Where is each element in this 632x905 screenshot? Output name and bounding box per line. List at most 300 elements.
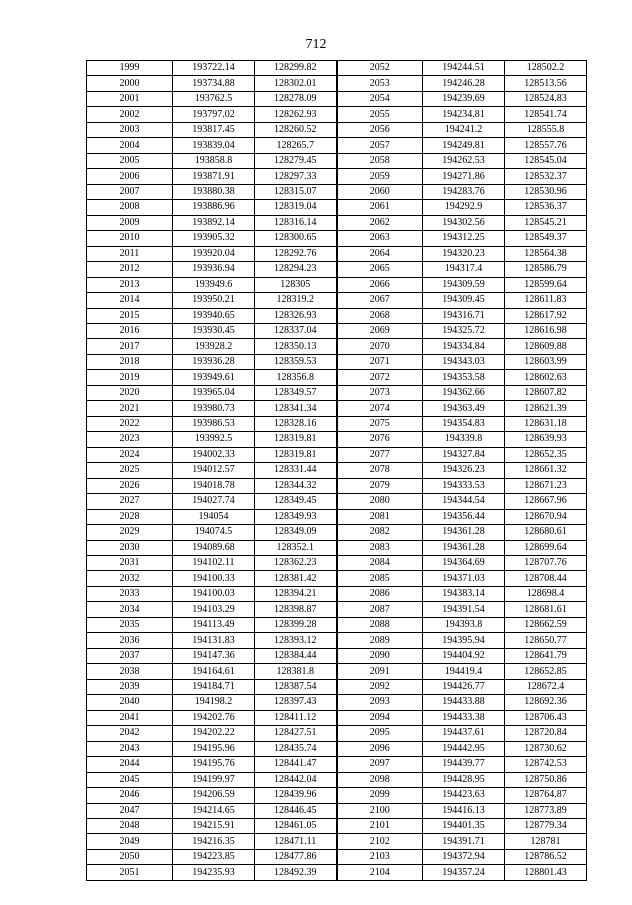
point-number-cell: 2075 (337, 416, 423, 431)
x-coordinate-cell: 194364.69 (423, 556, 505, 571)
point-number-cell: 2089 (337, 633, 423, 648)
y-coordinate-cell: 128607.82 (505, 385, 587, 400)
y-coordinate-cell: 128315.07 (255, 184, 337, 199)
x-coordinate-cell: 193950.21 (173, 293, 255, 308)
y-coordinate-cell: 128639.93 (505, 432, 587, 447)
table-row (87, 231, 587, 246)
x-coordinate-cell: 193949.6 (173, 277, 255, 292)
x-coordinate-cell: 194439.77 (423, 757, 505, 772)
table-row (87, 788, 587, 803)
x-coordinate-cell: 194147.36 (173, 648, 255, 663)
x-coordinate-cell: 194372.94 (423, 849, 505, 864)
x-coordinate-cell: 194216.35 (173, 834, 255, 849)
x-coordinate-cell: 194344.54 (423, 494, 505, 509)
y-coordinate-cell: 128398.87 (255, 602, 337, 617)
point-number-cell: 2011 (87, 246, 173, 261)
table-row (87, 571, 587, 586)
table-row (87, 525, 587, 540)
table-row (87, 556, 587, 571)
point-number-cell: 2084 (337, 556, 423, 571)
point-number-cell: 2054 (337, 91, 423, 106)
x-coordinate-cell: 193871.91 (173, 169, 255, 184)
point-number-cell: 2060 (337, 184, 423, 199)
page-number: 712 (305, 37, 327, 52)
x-coordinate-cell: 193936.28 (173, 354, 255, 369)
point-number-cell: 2102 (337, 834, 423, 849)
x-coordinate-cell: 193886.96 (173, 200, 255, 215)
y-coordinate-cell: 128278.09 (255, 91, 337, 106)
x-coordinate-cell: 194244.51 (423, 61, 505, 76)
y-coordinate-cell: 128545.21 (505, 215, 587, 230)
y-coordinate-cell: 128773.89 (505, 803, 587, 818)
y-coordinate-cell: 128352.1 (255, 540, 337, 555)
y-coordinate-cell: 128381.8 (255, 664, 337, 679)
table-row (87, 61, 587, 76)
y-coordinate-cell: 128439.96 (255, 788, 337, 803)
point-number-cell: 2099 (337, 788, 423, 803)
x-coordinate-cell: 194027.74 (173, 494, 255, 509)
x-coordinate-cell: 194404.92 (423, 648, 505, 663)
y-coordinate-cell: 128337.04 (255, 323, 337, 338)
table-row (87, 308, 587, 323)
x-coordinate-cell: 194316.71 (423, 308, 505, 323)
y-coordinate-cell: 128681.61 (505, 602, 587, 617)
point-number-cell: 2057 (337, 138, 423, 153)
x-coordinate-cell: 194343.03 (423, 354, 505, 369)
y-coordinate-cell: 128652.35 (505, 447, 587, 462)
table-row (87, 602, 587, 617)
x-coordinate-cell: 194333.53 (423, 478, 505, 493)
x-coordinate-cell: 194292.9 (423, 200, 505, 215)
point-number-cell: 2021 (87, 401, 173, 416)
x-coordinate-cell: 193892.14 (173, 215, 255, 230)
x-coordinate-cell: 194416.13 (423, 803, 505, 818)
y-coordinate-cell: 128341.34 (255, 401, 337, 416)
point-number-cell: 2041 (87, 710, 173, 725)
point-number-cell: 2034 (87, 602, 173, 617)
y-coordinate-cell: 128381.42 (255, 571, 337, 586)
x-coordinate-cell: 194325.72 (423, 323, 505, 338)
point-number-cell: 2066 (337, 277, 423, 292)
table-row (87, 772, 587, 787)
y-coordinate-cell: 128362.23 (255, 556, 337, 571)
x-coordinate-cell: 194054 (173, 509, 255, 524)
y-coordinate-cell: 128302.01 (255, 76, 337, 91)
point-number-cell: 2082 (337, 525, 423, 540)
x-coordinate-cell: 194433.88 (423, 695, 505, 710)
point-number-cell: 2050 (87, 849, 173, 864)
point-number-cell: 2080 (337, 494, 423, 509)
y-coordinate-cell: 128326.93 (255, 308, 337, 323)
x-coordinate-cell: 194215.91 (173, 818, 255, 833)
x-coordinate-cell: 194339.8 (423, 432, 505, 447)
y-coordinate-cell: 128411.12 (255, 710, 337, 725)
table-row (87, 354, 587, 369)
table-row (87, 757, 587, 772)
point-number-cell: 2069 (337, 323, 423, 338)
point-number-cell: 2090 (337, 648, 423, 663)
x-coordinate-cell: 194131.83 (173, 633, 255, 648)
y-coordinate-cell: 128617.92 (505, 308, 587, 323)
point-number-cell: 2104 (337, 865, 423, 880)
x-coordinate-cell: 194214.65 (173, 803, 255, 818)
y-coordinate-cell: 128427.51 (255, 726, 337, 741)
x-coordinate-cell: 193980.73 (173, 401, 255, 416)
table-row (87, 695, 587, 710)
x-coordinate-cell: 193986.53 (173, 416, 255, 431)
y-coordinate-cell: 128609.88 (505, 339, 587, 354)
x-coordinate-cell: 194271.86 (423, 169, 505, 184)
coordinates-table-body (87, 61, 587, 881)
point-number-cell: 2030 (87, 540, 173, 555)
y-coordinate-cell: 128359.53 (255, 354, 337, 369)
x-coordinate-cell: 194103.29 (173, 602, 255, 617)
x-coordinate-cell: 193762.5 (173, 91, 255, 106)
y-coordinate-cell: 128564.38 (505, 246, 587, 261)
point-number-cell: 2043 (87, 741, 173, 756)
point-number-cell: 2012 (87, 262, 173, 277)
x-coordinate-cell: 194302.56 (423, 215, 505, 230)
point-number-cell: 2020 (87, 385, 173, 400)
point-number-cell: 2038 (87, 664, 173, 679)
x-coordinate-cell: 193949.61 (173, 370, 255, 385)
y-coordinate-cell: 128692.36 (505, 695, 587, 710)
x-coordinate-cell: 194401.35 (423, 818, 505, 833)
y-coordinate-cell: 128356.8 (255, 370, 337, 385)
table-row (87, 818, 587, 833)
y-coordinate-cell: 128641.79 (505, 648, 587, 663)
x-coordinate-cell: 194164.61 (173, 664, 255, 679)
x-coordinate-cell: 193992.5 (173, 432, 255, 447)
point-number-cell: 2016 (87, 323, 173, 338)
y-coordinate-cell: 128699.64 (505, 540, 587, 555)
x-coordinate-cell: 194320.23 (423, 246, 505, 261)
y-coordinate-cell: 128435.74 (255, 741, 337, 756)
x-coordinate-cell: 194202.76 (173, 710, 255, 725)
y-coordinate-cell: 128661.32 (505, 463, 587, 478)
point-number-cell: 2044 (87, 757, 173, 772)
x-coordinate-cell: 194195.96 (173, 741, 255, 756)
point-number-cell: 2035 (87, 617, 173, 632)
x-coordinate-cell: 194113.49 (173, 617, 255, 632)
point-number-cell: 2068 (337, 308, 423, 323)
x-coordinate-cell: 194018.78 (173, 478, 255, 493)
x-coordinate-cell: 194249.81 (423, 138, 505, 153)
x-coordinate-cell: 194327.84 (423, 447, 505, 462)
x-coordinate-cell: 194357.24 (423, 865, 505, 880)
y-coordinate-cell: 128742.53 (505, 757, 587, 772)
y-coordinate-cell: 128662.59 (505, 617, 587, 632)
x-coordinate-cell: 194195.76 (173, 757, 255, 772)
point-number-cell: 2052 (337, 61, 423, 76)
point-number-cell: 2059 (337, 169, 423, 184)
y-coordinate-cell: 128397.43 (255, 695, 337, 710)
y-coordinate-cell: 128297.33 (255, 169, 337, 184)
table-row (87, 540, 587, 555)
point-number-cell: 2081 (337, 509, 423, 524)
x-coordinate-cell: 193817.45 (173, 122, 255, 137)
y-coordinate-cell: 128399.28 (255, 617, 337, 632)
point-number-cell: 2093 (337, 695, 423, 710)
y-coordinate-cell: 128672.4 (505, 679, 587, 694)
table-row (87, 122, 587, 137)
point-number-cell: 2045 (87, 772, 173, 787)
table-row (87, 741, 587, 756)
x-coordinate-cell: 194428.95 (423, 772, 505, 787)
x-coordinate-cell: 193839.04 (173, 138, 255, 153)
point-number-cell: 2051 (87, 865, 173, 880)
y-coordinate-cell: 128698.4 (505, 586, 587, 601)
point-number-cell: 2013 (87, 277, 173, 292)
point-number-cell: 2085 (337, 571, 423, 586)
y-coordinate-cell: 128265.7 (255, 138, 337, 153)
y-coordinate-cell: 128650.77 (505, 633, 587, 648)
y-coordinate-cell: 128586.79 (505, 262, 587, 277)
point-number-cell: 2026 (87, 478, 173, 493)
table-row (87, 76, 587, 91)
x-coordinate-cell: 194391.71 (423, 834, 505, 849)
x-coordinate-cell: 194353.58 (423, 370, 505, 385)
x-coordinate-cell: 193920.04 (173, 246, 255, 261)
x-coordinate-cell: 194309.45 (423, 293, 505, 308)
y-coordinate-cell: 128344.32 (255, 478, 337, 493)
x-coordinate-cell: 193734.88 (173, 76, 255, 91)
point-number-cell: 2036 (87, 633, 173, 648)
x-coordinate-cell: 194234.81 (423, 107, 505, 122)
table-row (87, 91, 587, 106)
table-row (87, 215, 587, 230)
y-coordinate-cell: 128667.96 (505, 494, 587, 509)
point-number-cell: 2009 (87, 215, 173, 230)
x-coordinate-cell: 193928.2 (173, 339, 255, 354)
y-coordinate-cell: 128786.52 (505, 849, 587, 864)
point-number-cell: 2022 (87, 416, 173, 431)
y-coordinate-cell: 128616.98 (505, 323, 587, 338)
table-row (87, 586, 587, 601)
y-coordinate-cell: 128319.04 (255, 200, 337, 215)
point-number-cell: 2092 (337, 679, 423, 694)
x-coordinate-cell: 194235.93 (173, 865, 255, 880)
y-coordinate-cell: 128513.56 (505, 76, 587, 91)
x-coordinate-cell: 194393.8 (423, 617, 505, 632)
point-number-cell: 2037 (87, 648, 173, 663)
point-number-cell: 2015 (87, 308, 173, 323)
y-coordinate-cell: 128349.45 (255, 494, 337, 509)
y-coordinate-cell: 128319.81 (255, 432, 337, 447)
y-coordinate-cell: 128384.44 (255, 648, 337, 663)
point-number-cell: 2067 (337, 293, 423, 308)
table-row (87, 370, 587, 385)
y-coordinate-cell: 128349.09 (255, 525, 337, 540)
y-coordinate-cell: 128492.39 (255, 865, 337, 880)
y-coordinate-cell: 128260.52 (255, 122, 337, 137)
x-coordinate-cell: 194206.59 (173, 788, 255, 803)
y-coordinate-cell: 128299.82 (255, 61, 337, 76)
y-coordinate-cell: 128730.62 (505, 741, 587, 756)
point-number-cell: 2086 (337, 586, 423, 601)
coordinates-table (86, 60, 587, 881)
point-number-cell: 2074 (337, 401, 423, 416)
point-number-cell: 2008 (87, 200, 173, 215)
point-number-cell: 2006 (87, 169, 173, 184)
y-coordinate-cell: 128532.37 (505, 169, 587, 184)
point-number-cell: 2018 (87, 354, 173, 369)
table-row (87, 679, 587, 694)
y-coordinate-cell: 128530.96 (505, 184, 587, 199)
point-number-cell: 2091 (337, 664, 423, 679)
point-number-cell: 2047 (87, 803, 173, 818)
y-coordinate-cell: 128292.76 (255, 246, 337, 261)
point-number-cell: 2014 (87, 293, 173, 308)
table-row (87, 509, 587, 524)
x-coordinate-cell: 194395.94 (423, 633, 505, 648)
point-number-cell: 2079 (337, 478, 423, 493)
y-coordinate-cell: 128328.16 (255, 416, 337, 431)
point-number-cell: 2031 (87, 556, 173, 571)
x-coordinate-cell: 194089.68 (173, 540, 255, 555)
x-coordinate-cell: 193880.38 (173, 184, 255, 199)
y-coordinate-cell: 128750.86 (505, 772, 587, 787)
y-coordinate-cell: 128541.74 (505, 107, 587, 122)
point-number-cell: 2001 (87, 91, 173, 106)
y-coordinate-cell: 128670.94 (505, 509, 587, 524)
y-coordinate-cell: 128555.8 (505, 122, 587, 137)
x-coordinate-cell: 194199.97 (173, 772, 255, 787)
table-row (87, 494, 587, 509)
point-number-cell: 2095 (337, 726, 423, 741)
x-coordinate-cell: 194102.11 (173, 556, 255, 571)
y-coordinate-cell: 128611.83 (505, 293, 587, 308)
table-row (87, 246, 587, 261)
y-coordinate-cell: 128446.45 (255, 803, 337, 818)
y-coordinate-cell: 128524.83 (505, 91, 587, 106)
x-coordinate-cell: 194426.77 (423, 679, 505, 694)
point-number-cell: 2053 (337, 76, 423, 91)
y-coordinate-cell: 128316.14 (255, 215, 337, 230)
point-number-cell: 2096 (337, 741, 423, 756)
x-coordinate-cell: 194326.23 (423, 463, 505, 478)
y-coordinate-cell: 128536.37 (505, 200, 587, 215)
x-coordinate-cell: 194100.03 (173, 586, 255, 601)
table-row (87, 664, 587, 679)
point-number-cell: 2056 (337, 122, 423, 137)
point-number-cell: 2002 (87, 107, 173, 122)
y-coordinate-cell: 128393.12 (255, 633, 337, 648)
y-coordinate-cell: 128319.81 (255, 447, 337, 462)
x-coordinate-cell: 193965.04 (173, 385, 255, 400)
table-row (87, 432, 587, 447)
x-coordinate-cell: 194198.2 (173, 695, 255, 710)
table-row (87, 323, 587, 338)
y-coordinate-cell: 128680.61 (505, 525, 587, 540)
point-number-cell: 2010 (87, 231, 173, 246)
x-coordinate-cell: 194002.33 (173, 447, 255, 462)
table-row (87, 339, 587, 354)
y-coordinate-cell: 128262.93 (255, 107, 337, 122)
y-coordinate-cell: 128294.23 (255, 262, 337, 277)
x-coordinate-cell: 194317.4 (423, 262, 505, 277)
table-row (87, 633, 587, 648)
point-number-cell: 2005 (87, 153, 173, 168)
table-row (87, 293, 587, 308)
point-number-cell: 2070 (337, 339, 423, 354)
point-number-cell: 2094 (337, 710, 423, 725)
y-coordinate-cell: 128545.04 (505, 153, 587, 168)
x-coordinate-cell: 194262.53 (423, 153, 505, 168)
x-coordinate-cell: 193858.8 (173, 153, 255, 168)
table-row (87, 401, 587, 416)
point-number-cell: 2083 (337, 540, 423, 555)
y-coordinate-cell: 128300.65 (255, 231, 337, 246)
x-coordinate-cell: 194442.95 (423, 741, 505, 756)
x-coordinate-cell: 194312.25 (423, 231, 505, 246)
point-number-cell: 2098 (337, 772, 423, 787)
table-row (87, 447, 587, 462)
point-number-cell: 2019 (87, 370, 173, 385)
y-coordinate-cell: 128671.23 (505, 478, 587, 493)
table-row (87, 416, 587, 431)
point-number-cell: 2033 (87, 586, 173, 601)
point-number-cell: 2071 (337, 354, 423, 369)
table-row (87, 726, 587, 741)
x-coordinate-cell: 193905.32 (173, 231, 255, 246)
table-row (87, 385, 587, 400)
point-number-cell: 2004 (87, 138, 173, 153)
x-coordinate-cell: 193936.94 (173, 262, 255, 277)
point-number-cell: 2062 (337, 215, 423, 230)
table-row (87, 648, 587, 663)
table-row (87, 107, 587, 122)
x-coordinate-cell: 194354.83 (423, 416, 505, 431)
table-row (87, 617, 587, 632)
x-coordinate-cell: 194100.33 (173, 571, 255, 586)
y-coordinate-cell: 128779.34 (505, 818, 587, 833)
point-number-cell: 2042 (87, 726, 173, 741)
x-coordinate-cell: 194309.59 (423, 277, 505, 292)
point-number-cell: 1999 (87, 61, 173, 76)
point-number-cell: 2024 (87, 447, 173, 462)
point-number-cell: 2055 (337, 107, 423, 122)
x-coordinate-cell: 194241.2 (423, 122, 505, 137)
x-coordinate-cell: 194391.54 (423, 602, 505, 617)
point-number-cell: 2048 (87, 818, 173, 833)
y-coordinate-cell: 128764.87 (505, 788, 587, 803)
x-coordinate-cell: 194223.85 (173, 849, 255, 864)
table-row (87, 277, 587, 292)
x-coordinate-cell: 194362.66 (423, 385, 505, 400)
y-coordinate-cell: 128331.44 (255, 463, 337, 478)
point-number-cell: 2000 (87, 76, 173, 91)
x-coordinate-cell: 194437.61 (423, 726, 505, 741)
x-coordinate-cell: 194074.5 (173, 525, 255, 540)
y-coordinate-cell: 128557.76 (505, 138, 587, 153)
table-row (87, 153, 587, 168)
y-coordinate-cell: 128477.86 (255, 849, 337, 864)
point-number-cell: 2046 (87, 788, 173, 803)
point-number-cell: 2072 (337, 370, 423, 385)
y-coordinate-cell: 128652.85 (505, 664, 587, 679)
y-coordinate-cell: 128801.43 (505, 865, 587, 880)
y-coordinate-cell: 128349.57 (255, 385, 337, 400)
table-row (87, 710, 587, 725)
y-coordinate-cell: 128441.47 (255, 757, 337, 772)
x-coordinate-cell: 194383.14 (423, 586, 505, 601)
y-coordinate-cell: 128708.44 (505, 571, 587, 586)
y-coordinate-cell: 128319.2 (255, 293, 337, 308)
table-row (87, 200, 587, 215)
point-number-cell: 2076 (337, 432, 423, 447)
point-number-cell: 2027 (87, 494, 173, 509)
